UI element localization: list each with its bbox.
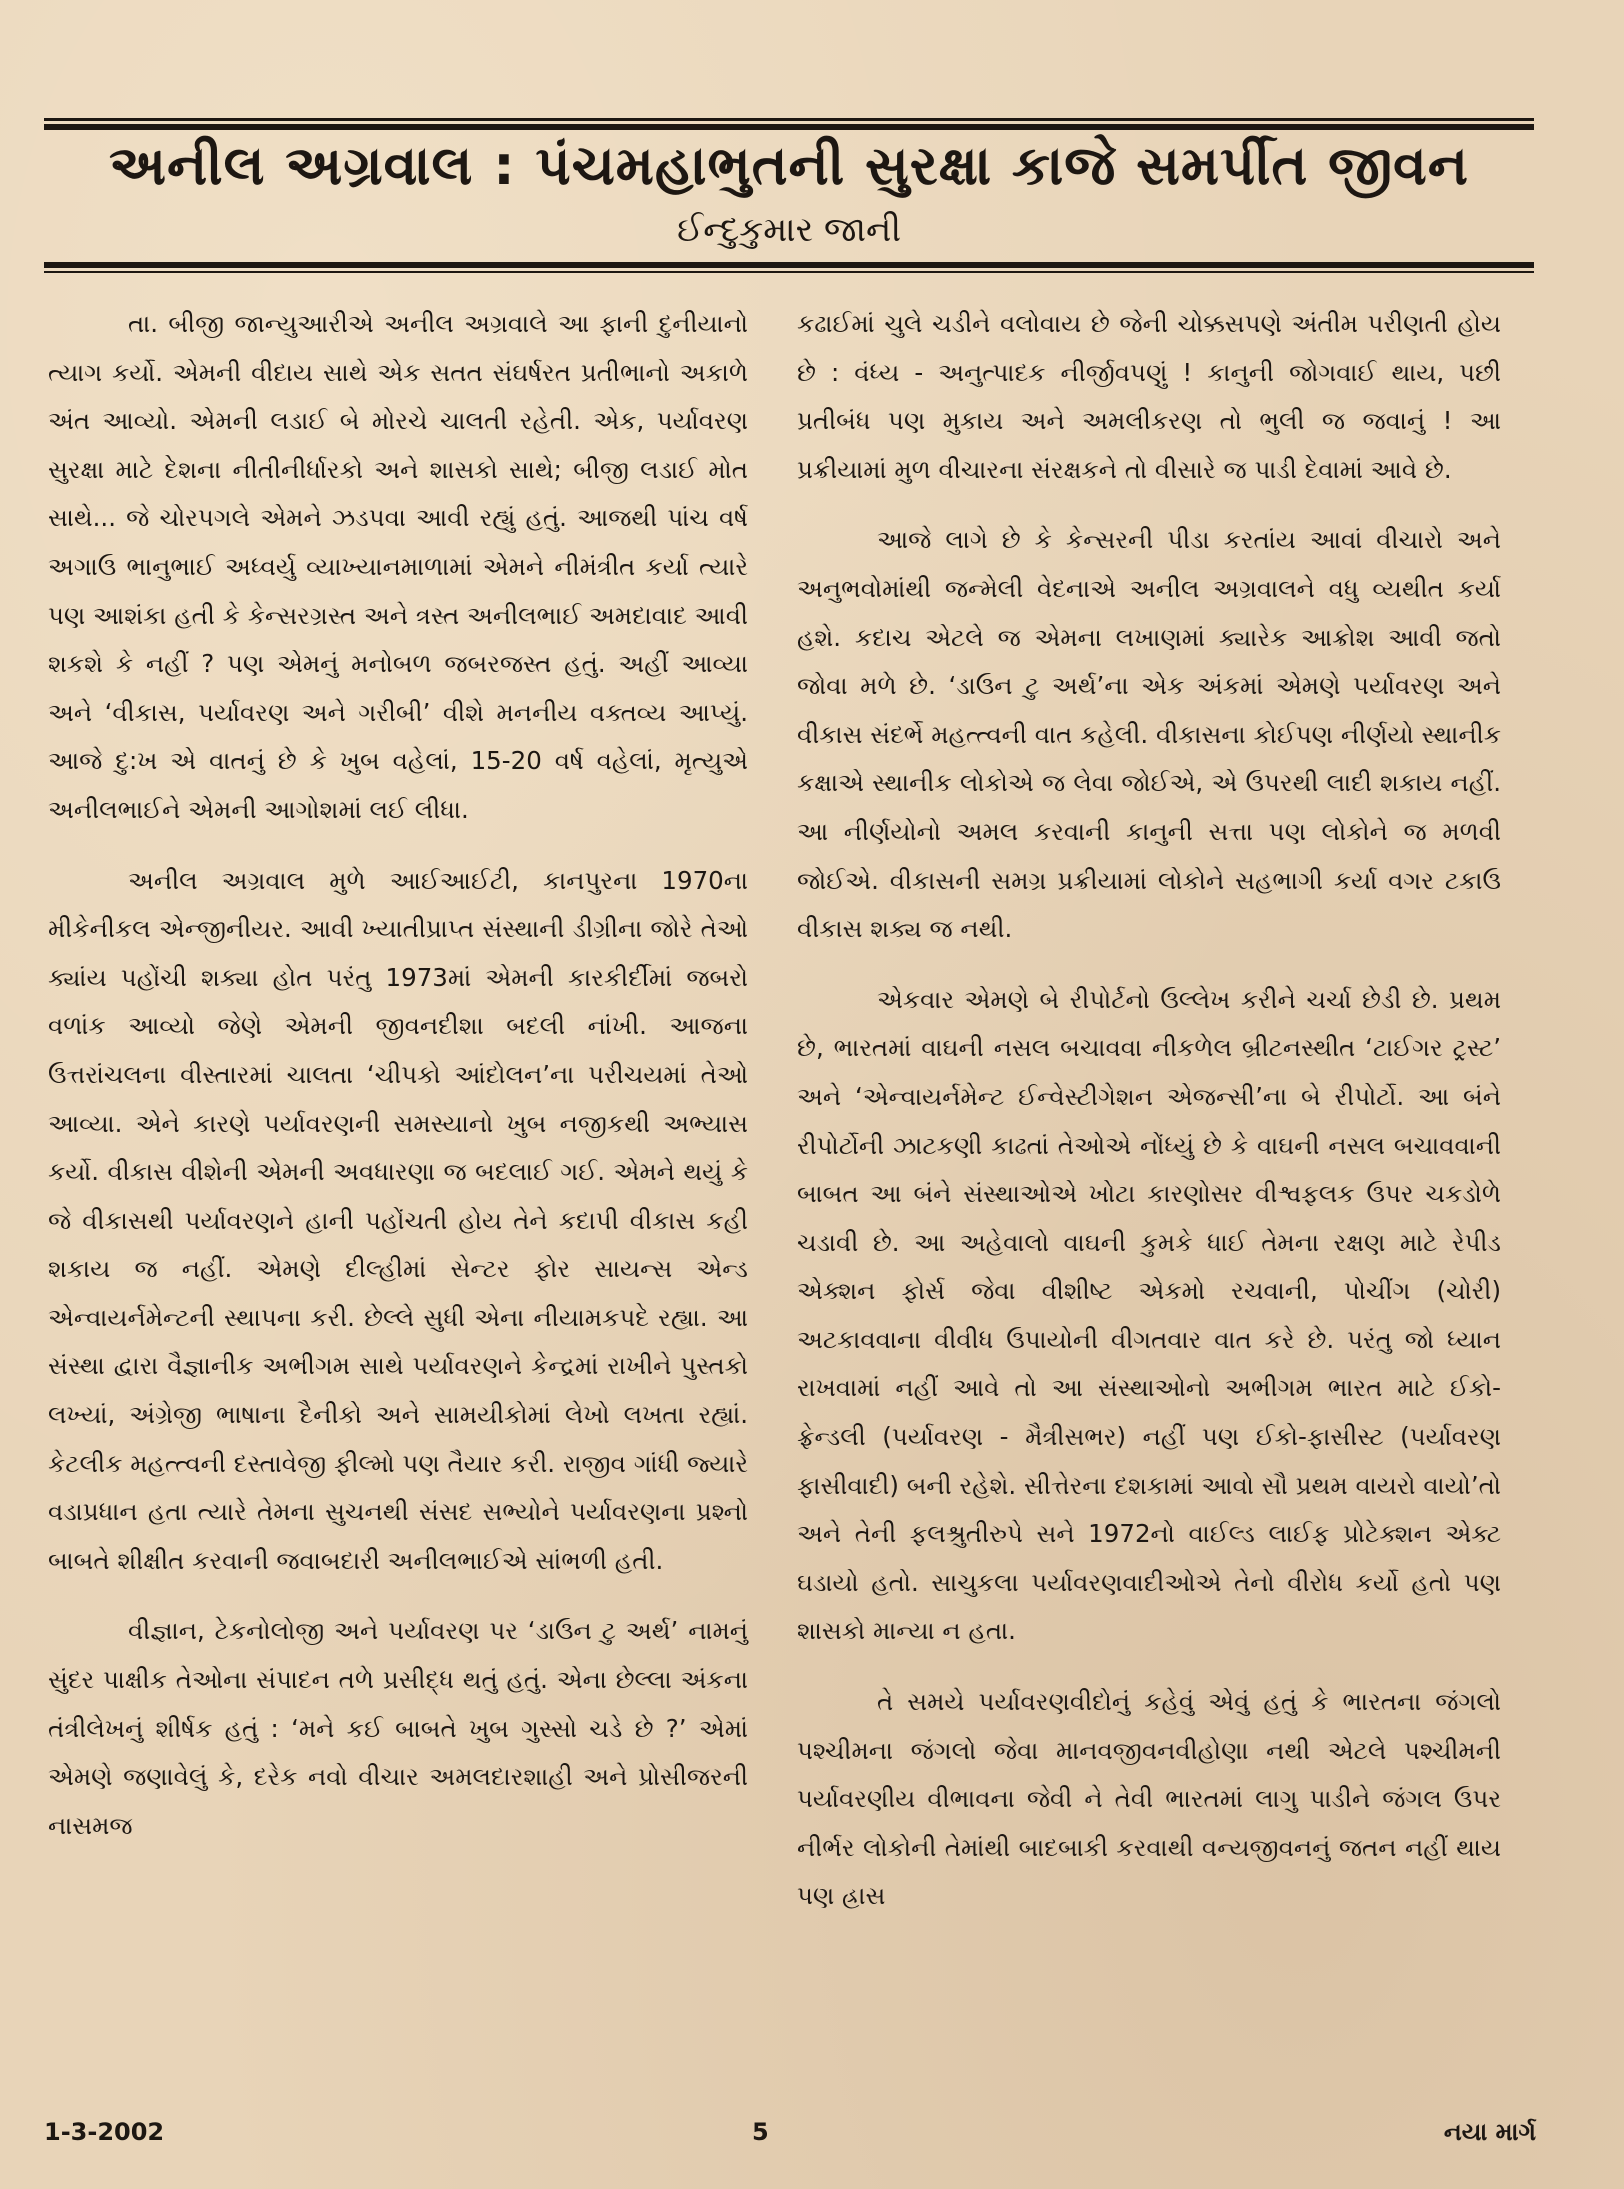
top-rule-thin (44, 118, 1534, 121)
paragraph: આજે લાગે છે કે કેન્સરની પીડા કરતાંય આવાં વીચારો અને અનુભવોમાંથી જન્મેલી વેદનાએ અનીલ અગ્રવાલને વધુ વ્યથીત કર્યા હશે. કદાચ એટલે જ એમના લખાણમાં ક્યારેક આક્રોશ આવી જતો જોવા મળે છે. ‘ડાઉન ટુ અર્થ’ના એક અંકમાં એમણે પર્યાવરણ અને વીકાસ સંદર્ભે મહત્ત્વની વાત કહેલી. વીકાસના કોઈપણ નીર્ણયો સ્થાનીક કક્ષાએ સ્થાનીક લોકોએ જ લેવા જોઈએ, એ ઉપરથી લાદી શકાય નહીં. આ નીર્ણયોનો અમલ કરવાની કાનુની સત્તા પણ લોકોને જ મળવી જોઈએ. વીકાસની સમગ્ર પ્રક્રીયામાં લોકોને સહભાગી કર્યા વગર ટકાઉ વીકાસ શક્ય જ નથી. (797, 525, 1501, 944)
article-author: ઈન્દુકુમાર જાની (676, 210, 902, 250)
paragraph-continued: કઢાઈમાં ચુલે ચડીને વલોવાય છે જેની ચોક્કસપણે અંતીમ પરીણતી હોય છે : વંધ્ય - અનુત્પાદક નીર્જીવપણું ! કાનુની જોગવાઈ થાય, પછી પ્રતીબંધ પણ મુકાય અને અમલીકરણ તો ભુલી જ જવાનું ! આ પ્રક્રીયામાં મુળ વીચારના સંરક્ષકને તો વીસારે જ પાડી દેવામાં આવે છે. (797, 309, 1501, 484)
footer-date: 1-3-2002 (44, 2118, 165, 2146)
header-bottom-rule-thick (44, 262, 1534, 268)
page-number: 5 (752, 2118, 769, 2146)
right-column (797, 300, 1501, 1943)
paragraph: તા. બીજી જાન્યુઆરીએ અનીલ અગ્રવાલે આ ફાની દુનીયાનો ત્યાગ કર્યો. એમની વીદાય સાથે એક સતત સંઘર્ષરત પ્રતીભાનો અકાળે અંત આવ્યો. એમની લડાઈ બે મોરચે ચાલતી રહેતી. એક, પર્યાવરણ સુરક્ષા માટે દેશના નીતીનીર્ધારકો અને શાસકો સાથે; બીજી લડાઈ મોત સાથે... જે ચોરપગલે એમને ઝડપવા આવી રહ્યું હતું. આજથી પાંચ વર્ષ અગાઉ ભાનુભાઈ અધ્વર્યુ વ્યાખ્યાનમાળામાં એમને નીમંત્રીત કર્યા ત્યારે પણ આશંકા હતી કે કેન્સરગ્રસ્ત અને ત્રસ્ત અનીલભાઈ અમદાવાદ આવી શકશે કે નહીં ? પણ એમનું મનોબળ જબરજસ્ત હતું. અહીં આવ્યા અને ‘વીકાસ, પર્યાવરણ અને ગરીબી’ વીશે મનનીય વક્તવ્ય આપ્યું. આજે દુ:ખ એ વાતનું છે કે ખુબ વહેલાં, 15-20 વર્ષ વહેલાં, મૃત્યુએ અનીલભાઈને એમની આગોશમાં લઈ લીધા. (48, 309, 748, 824)
paragraph: એકવાર એમણે બે રીપોર્ટનો ઉલ્લેખ કરીને ચર્ચા છેડી છે. પ્રથમ છે, ભારતમાં વાઘની નસલ બચાવવા નીકળેલ બ્રીટનસ્થીત ‘ટાઈગર ટ્રસ્ટ’ અને ‘એન્વાયર્નમેન્ટ ઈન્વેસ્ટીગેશન એજન્સી’ના બે રીપોર્ટો. આ બંને રીપોર્ટોની ઝાટકણી કાઢતાં તેઓએ નોંધ્યું છે કે વાઘની નસલ બચાવવાની બાબત આ બંને સંસ્થાઓએ ખોટા કારણોસર વીશ્વફલક ઉપર ચકડોળે ચડાવી છે. આ અહેવાલો વાઘની કુમકે ધાઈ તેમના રક્ષણ માટે રેપીડ એક્શન ફોર્સ જેવા વીશીષ્ટ એકમો રચવાની, પોચીંગ (ચોરી) અટકાવવાના વીવીધ ઉપાયોની વીગતવાર વાત કરે છે. પરંતુ જો ધ્યાન રાખવામાં નહીં આવે તો આ સંસ્થાઓનો અભીગમ ભારત માટે ઈકો-ફ્રેન્ડલી (પર્યાવરણ - મૈત્રીસભર) નહીં પણ ઈકો-ફાસીસ્ટ (પર્યાવરણ ફાસીવાદી) બની રહેશે. સીત્તેરના દશકામાં આવો સૌ પ્રથમ વાયરો વાયો’તો અને તેની ફલશ્રુતીરુપે સને 1972નો વાઈલ્ડ લાઈફ પ્રોટેક્શન એક્ટ ઘડાયો હતો. સાચુકલા પર્યાવરણવાદીઓએ તેનો વીરોધ કર્યો હતો પણ શાસકો માન્યા ન હતા. (797, 984, 1501, 1646)
left-column (48, 300, 748, 1872)
article-headline: અનીલ અગ્રવાલ : પંચમહાભુતની સુરક્ષા કાજે સમર્પીત જીવન (108, 134, 1470, 197)
header-bottom-rule-thin (44, 271, 1534, 273)
paragraph: વીજ્ઞાન, ટેકનોલોજી અને પર્યાવરણ પર ‘ડાઉન ટુ અર્થ’ નામનું સુંદર પાક્ષીક તેઓના સંપાદન તળે પ્રસીદ્ધ થતું હતું. એના છેલ્લા અંકના તંત્રીલેખનું શીર્ષક હતું : ‘મને કઈ બાબતે ખુબ ગુસ્સો ચડે છે ?’ એમાં એમણે જણાવેલું કે, દરેક નવો વીચાર અમલદારશાહી અને પ્રોસીજરની નાસમજ (48, 1616, 748, 1840)
paragraph: અનીલ અગ્રવાલ મુળે આઈઆઈટી, કાનપુરના 1970ના મીકેનીકલ એન્જીનીયર. આવી ખ્યાતીપ્રાપ્ત સંસ્થાની ડીગ્રીના જોરે તેઓ ક્યાંય પહોંચી શક્યા હોત પરંતુ 1973માં એમની કારકીર્દીમાં જબરો વળાંક આવ્યો જેણે એમની જીવનદીશા બદલી નાંખી. આજના ઉત્તરાંચલના વીસ્તારમાં ચાલતા ‘ચીપકો આંદોલન’ના પરીચયમાં તેઓ આવ્યા. એને કારણે પર્યાવરણની સમસ્યાનો ખુબ નજીકથી અભ્યાસ કર્યો. વીકાસ વીશેની એમની અવધારણા જ બદલાઈ ગઈ. એમને થયું કે જે વીકાસથી પર્યાવરણને હાની પહોંચતી હોય તેને કદાપી વીકાસ કહી શકાય જ નહીં. એમણે દીલ્હીમાં સેન્ટર ફોર સાયન્સ એન્ડ એન્વાયર્નમેન્ટની સ્થાપના કરી. છેલ્લે સુધી એના નીયામકપદે રહ્યા. આ સંસ્થા દ્વારા વૈજ્ઞાનીક અભીગમ સાથે પર્યાવરણને કેન્દ્રમાં રાખીને પુસ્તકો લખ્યાં, અંગ્રેજી ભાષાના દૈનીકો અને સામયીકોમાં લેખો લખતા રહ્યાં. કેટલીક મહત્ત્વની દસ્તાવેજી ફીલ્મો પણ તૈયાર કરી. રાજીવ ગાંધી જ્યારે વડાપ્રધાન હતા ત્યારે તેમના સુચનથી સંસદ સભ્યોને પર્યાવરણના પ્રશ્નો બાબતે શીક્ષીત કરવાની જવાબદારી અનીલભાઈએ સાંભળી હતી. (48, 865, 748, 1575)
publication-name: નયા માર્ગ (1443, 2118, 1536, 2146)
paragraph: તે સમયે પર્યાવરણવીદોનું કહેવું એવું હતું કે ભારતના જંગલો પશ્ચીમના જંગલો જેવા માનવજીવનવીહોણા નથી એટલે પશ્ચીમની પર્યાવરણીય વીભાવના જેવી ને તેવી ભારતમાં લાગુ પાડીને જંગલ ઉપર નીર્ભર લોકોની તેમાંથી બાદબાકી કરવાથી વન્યજીવનનું જતન નહીં થાય પણ હ્રાસ (797, 1687, 1501, 1911)
